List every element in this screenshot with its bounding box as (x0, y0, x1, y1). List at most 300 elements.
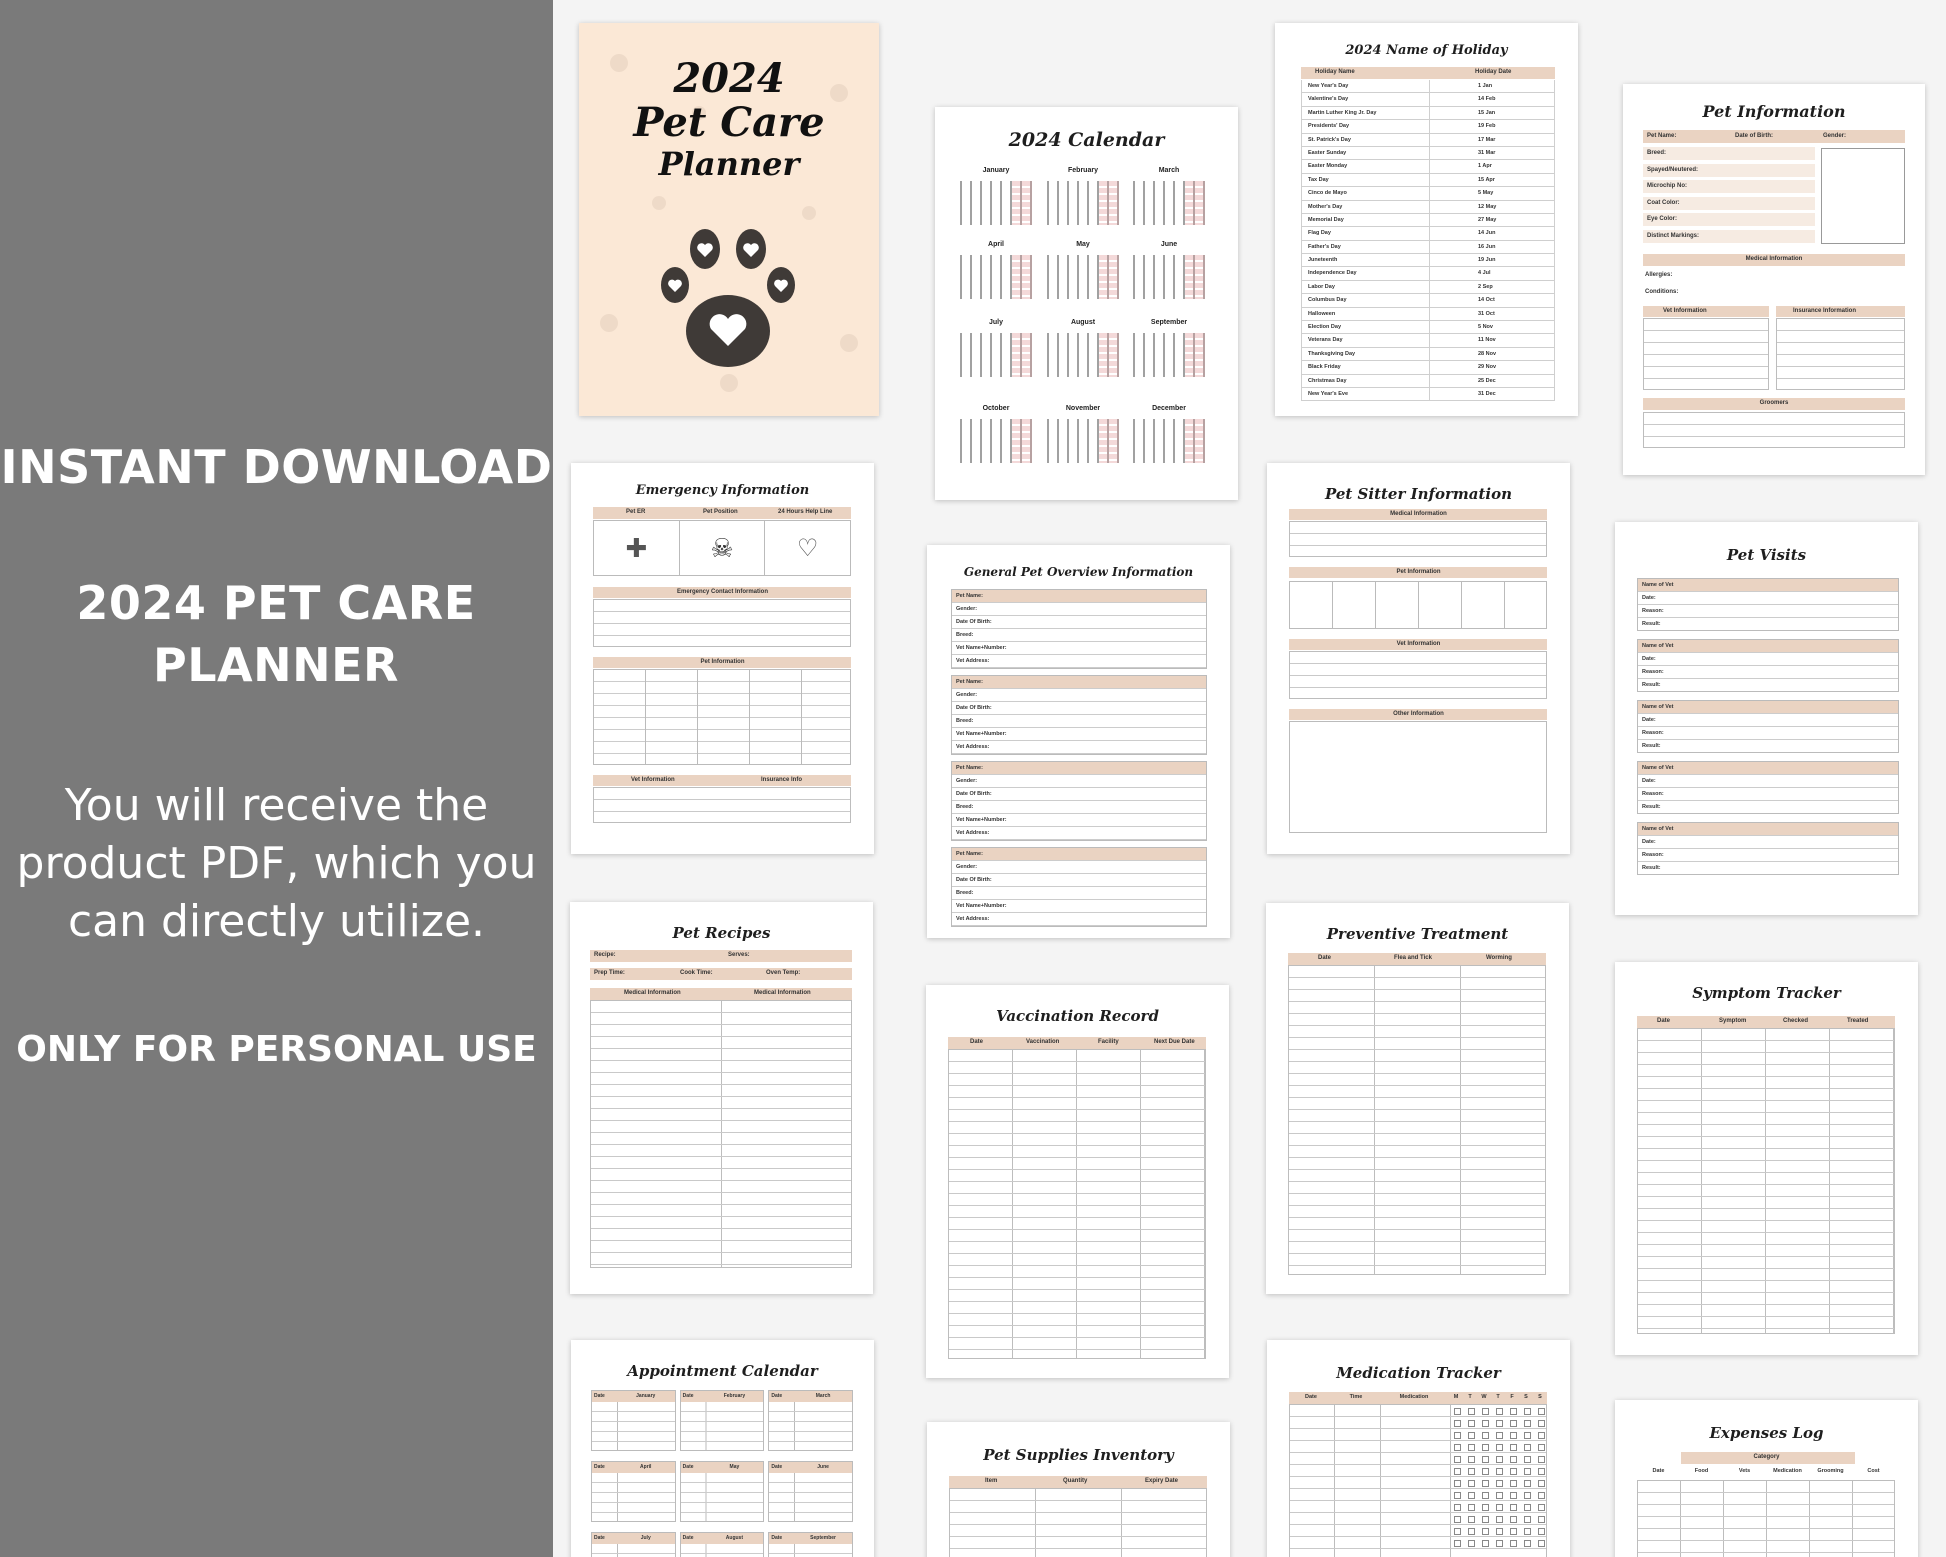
holiday-date: 31 Oct (1478, 310, 1495, 317)
prev-col-worming: Worming (1486, 955, 1512, 961)
holiday-row (1301, 93, 1555, 106)
holiday-row (1301, 227, 1555, 240)
appointment-month-header (592, 1533, 675, 1544)
recipe-field-bar-1 (590, 950, 852, 962)
holiday-date: 19 Jun (1478, 257, 1496, 264)
recipe-label: Recipe: (594, 952, 616, 958)
day-checkbox[interactable] (1538, 1504, 1545, 1511)
holidays-title: 2024 Name of Holiday (1345, 43, 1508, 58)
calendar-title: 2024 Calendar (1008, 129, 1165, 151)
overview-field (952, 715, 1206, 728)
vaccination-page (926, 985, 1229, 1378)
day-checkbox[interactable] (1496, 1504, 1503, 1511)
recipe-field-bar-2 (590, 968, 852, 980)
holiday-row (1301, 147, 1555, 160)
month-grid (1047, 255, 1119, 299)
day-checkbox[interactable] (1496, 1540, 1503, 1547)
visit-field (1638, 800, 1898, 813)
day-checkbox[interactable] (1496, 1516, 1503, 1523)
month-label: October (982, 405, 1010, 412)
day-checkbox[interactable] (1496, 1456, 1503, 1463)
holiday-name: Christmas Day (1308, 377, 1347, 384)
day-checkbox[interactable] (1468, 1432, 1475, 1439)
appointment-lines (592, 1544, 675, 1557)
overview-field (952, 900, 1206, 913)
holiday-date: 2 Sep (1478, 283, 1493, 290)
holiday-date: 16 Jun (1478, 243, 1496, 250)
overview-block (951, 589, 1207, 669)
day-checkbox[interactable] (1482, 1480, 1489, 1487)
medication-col-label: Date (1305, 1394, 1317, 1400)
sym-col-symptom: Symptom (1719, 1018, 1747, 1024)
day-checkbox[interactable] (1496, 1528, 1503, 1535)
holiday-divider (1429, 160, 1430, 172)
appointment-month (591, 1461, 676, 1522)
recipes-title: Pet Recipes (672, 924, 771, 942)
holiday-row (1301, 187, 1555, 200)
holiday-divider (1429, 361, 1430, 373)
day-checkbox[interactable] (1496, 1468, 1503, 1475)
month-grid (960, 255, 1032, 299)
day-checkbox[interactable] (1510, 1468, 1517, 1475)
appointment-quarter (591, 1532, 853, 1557)
calendar-page (935, 107, 1238, 500)
day-checkbox[interactable] (1496, 1432, 1503, 1439)
overview-field-label: Breed: (956, 804, 974, 810)
visit-field (1638, 835, 1898, 848)
medication-col-label: S (1538, 1394, 1542, 1400)
day-checkbox[interactable] (1496, 1444, 1503, 1451)
month-grid (960, 333, 1032, 377)
sitter-other-box (1289, 721, 1547, 833)
overview-field-label: Gender: (956, 864, 978, 870)
day-checkbox[interactable] (1454, 1456, 1461, 1463)
holiday-name: Columbus Day (1308, 297, 1347, 304)
holiday-name: Flag Day (1308, 230, 1331, 237)
appointment-date-label: Date (594, 1535, 605, 1541)
month-label: January (982, 167, 1010, 174)
day-checkbox[interactable] (1538, 1528, 1545, 1535)
recipe-col-2: Medical Information (754, 990, 811, 996)
day-checkbox[interactable] (1524, 1468, 1531, 1475)
day-checkbox[interactable] (1538, 1492, 1545, 1499)
pet-info-label: Microchip No: (1647, 183, 1687, 189)
holiday-row (1301, 160, 1555, 173)
visit-field (1638, 665, 1898, 678)
expense-col-label: Food (1694, 1468, 1709, 1474)
pet-info-row (1643, 164, 1815, 177)
month-label: June (1160, 241, 1178, 248)
pet-info-label: Coat Color: (1647, 199, 1680, 206)
visit-field-label: Reason: (1642, 669, 1664, 675)
visit-field-label: Reason: (1642, 730, 1664, 736)
holiday-date: 4 Jul (1478, 270, 1491, 277)
day-checkbox[interactable] (1538, 1480, 1545, 1487)
insurance-info-label: Insurance Information (1793, 308, 1857, 314)
day-checkbox[interactable] (1510, 1540, 1517, 1547)
appointment-month (768, 1461, 853, 1522)
cover-year: 2024 (673, 55, 785, 102)
day-checkbox[interactable] (1538, 1444, 1545, 1451)
vaccination-title: Vaccination Record (996, 1007, 1159, 1025)
day-checkbox[interactable] (1524, 1420, 1531, 1427)
holiday-row (1301, 388, 1555, 401)
overview-field (952, 827, 1206, 840)
pet-information-page (1623, 84, 1925, 475)
holiday-name: Easter Monday (1308, 163, 1348, 170)
vet-name-label: Name of Vet (1642, 582, 1674, 588)
holiday-date: 31 Mar (1478, 149, 1496, 156)
pet-info-label: Breed: (1647, 150, 1667, 156)
day-checkbox[interactable] (1510, 1480, 1517, 1487)
supplies-title: Pet Supplies Inventory (983, 1446, 1174, 1464)
month-grid (960, 181, 1032, 225)
sym-col-treated: Treated (1847, 1018, 1869, 1024)
visit-field (1638, 591, 1898, 604)
vet-ins-lines (593, 787, 851, 823)
overview-title: General Pet Overview Information (963, 565, 1194, 579)
day-checkbox[interactable] (1524, 1528, 1531, 1535)
vacc-col-next-due: Next Due Date (1154, 1039, 1195, 1045)
holiday-date: 27 May (1478, 216, 1497, 223)
day-checkbox[interactable] (1482, 1420, 1489, 1427)
vet-label: Vet Information (631, 777, 675, 783)
day-checkbox[interactable] (1538, 1540, 1545, 1547)
day-checkbox[interactable] (1454, 1528, 1461, 1535)
category-label: Category (1753, 1454, 1780, 1460)
holiday-row (1301, 80, 1555, 93)
day-checkbox[interactable] (1538, 1468, 1545, 1475)
visit-field (1638, 604, 1898, 617)
month-label: August (1070, 319, 1096, 326)
holiday-date: 15 Apr (1478, 176, 1495, 183)
pet-sitter-page (1267, 463, 1570, 854)
sup-col-expiry: Expiry Date (1145, 1478, 1179, 1484)
day-checkbox[interactable] (1482, 1504, 1489, 1511)
appointment-month (768, 1390, 853, 1451)
holiday-row (1301, 214, 1555, 227)
medication-col-label: M (1453, 1394, 1459, 1400)
symptom-lines (1637, 1028, 1895, 1334)
expenses-log-page (1615, 1400, 1918, 1557)
pet-info-row (1643, 197, 1815, 210)
appointment-grid (591, 1390, 853, 1557)
visits-title: Pet Visits (1726, 546, 1807, 564)
holiday-row (1301, 201, 1555, 214)
month-grid (1047, 181, 1119, 225)
overview-field (952, 913, 1206, 926)
day-checkbox[interactable] (1496, 1492, 1503, 1499)
pet-info-label: Pet Information (700, 659, 745, 665)
overview-field-label: Vet Name+Number: (956, 731, 1007, 737)
overview-field (952, 861, 1206, 874)
sitter-vet-lines (1289, 651, 1547, 699)
day-checkbox[interactable] (1468, 1408, 1475, 1415)
skull-crossbones-icon: ☠ (710, 532, 734, 563)
day-checkbox[interactable] (1468, 1420, 1475, 1427)
cover-title-line2: Planner (658, 145, 800, 183)
overview-field-label: Vet Address: (956, 830, 990, 836)
emergency-icon-boxes (593, 520, 851, 576)
holiday-divider (1429, 80, 1430, 92)
planner-page-gallery (553, 0, 1946, 1557)
expense-col-label: Medication (1773, 1468, 1802, 1474)
day-checkbox[interactable] (1510, 1516, 1517, 1523)
day-checkbox[interactable] (1482, 1408, 1489, 1415)
appointment-date-label: Date (682, 1535, 694, 1541)
day-checkbox[interactable] (1482, 1468, 1489, 1475)
appointment-month (680, 1390, 765, 1451)
sym-col-date: Date (1657, 1018, 1671, 1024)
holiday-row (1301, 120, 1555, 133)
day-checkbox[interactable] (1524, 1540, 1531, 1547)
expense-col-label: Grooming (1817, 1468, 1844, 1474)
overview-blocks (951, 589, 1207, 933)
appointment-month (591, 1532, 676, 1557)
overview-field-label: Pet Name: (956, 679, 983, 685)
appointment-month (680, 1461, 765, 1522)
day-checkbox[interactable] (1468, 1492, 1475, 1499)
day-checkbox[interactable] (1482, 1528, 1489, 1535)
day-checkbox[interactable] (1454, 1468, 1461, 1475)
day-checkbox[interactable] (1468, 1444, 1475, 1451)
visit-field-label: Result: (1642, 804, 1661, 810)
visit-field (1638, 787, 1898, 800)
overview-field (952, 741, 1206, 754)
overview-field-label: Gender: (956, 606, 978, 612)
visit-header (1638, 579, 1898, 591)
day-checkbox[interactable] (1482, 1540, 1489, 1547)
medication-columns (1289, 1394, 1547, 1404)
medication-tracker-page (1267, 1340, 1570, 1557)
day-checkbox[interactable] (1454, 1492, 1461, 1499)
overview-field-label: Pet Name: (956, 593, 983, 599)
month-label: April (988, 241, 1004, 248)
holiday-date: 5 May (1478, 190, 1494, 197)
holiday-name: Juneteenth (1308, 257, 1338, 264)
sup-col-item: Item (985, 1478, 998, 1484)
overview-field-label: Vet Address: (956, 916, 990, 922)
day-checkbox[interactable] (1454, 1408, 1461, 1415)
holiday-divider (1429, 201, 1430, 213)
holiday-name: Memorial Day (1308, 216, 1344, 223)
holiday-divider (1429, 348, 1430, 360)
month-label: July (988, 319, 1003, 326)
month-label: March (1158, 167, 1180, 174)
holiday-divider (1429, 321, 1430, 333)
pet-name-row (1643, 130, 1905, 143)
day-checkbox[interactable] (1538, 1408, 1545, 1415)
day-checkbox[interactable] (1482, 1456, 1489, 1463)
overview-field-label: Date Of Birth: (956, 791, 992, 797)
holiday-date: 19 Feb (1478, 123, 1496, 130)
symptom-tracker-page (1615, 962, 1918, 1355)
overview-field (952, 616, 1206, 629)
preventive-title: Preventive Treatment (1326, 925, 1509, 943)
day-checkbox[interactable] (1524, 1456, 1531, 1463)
day-checkbox[interactable] (1510, 1432, 1517, 1439)
appointment-date-label: Date (771, 1393, 783, 1399)
visit-field-label: Date: (1642, 717, 1656, 723)
insurance-lines (1776, 318, 1905, 390)
pet-info-label: Distinct Markings: (1647, 232, 1700, 239)
holiday-divider (1429, 147, 1430, 159)
day-checkbox[interactable] (1454, 1444, 1461, 1451)
medication-col-label: F (1510, 1394, 1514, 1400)
day-checkbox[interactable] (1538, 1432, 1545, 1439)
holiday-name: Thanksgiving Day (1308, 350, 1356, 357)
pet-info-row (1643, 147, 1815, 160)
day-checkbox[interactable] (1510, 1504, 1517, 1511)
expense-col-label: Vets (1738, 1468, 1751, 1474)
day-checkbox[interactable] (1524, 1516, 1531, 1523)
holiday-date: 1 Apr (1478, 163, 1492, 170)
holiday-date: 12 May (1478, 203, 1497, 210)
sitter-pet-label: Pet Information (1396, 569, 1441, 575)
cook-time-label: Cook Time: (680, 970, 713, 976)
overview-field-label: Date Of Birth: (956, 705, 992, 711)
vacc-col-date: Date (970, 1039, 984, 1045)
sitter-other-label: Other Information (1393, 711, 1444, 717)
appointment-month-header (769, 1533, 852, 1544)
visit-field (1638, 774, 1898, 787)
sitter-vet-label: Vet Information (1396, 641, 1441, 647)
holiday-divider (1429, 107, 1430, 119)
holiday-divider (1429, 334, 1430, 346)
pet-table (593, 669, 851, 765)
day-checkbox[interactable] (1510, 1420, 1517, 1427)
visit-header (1638, 823, 1898, 835)
holiday-name: Presidents' Day (1308, 123, 1350, 130)
emergency-info-page (571, 463, 874, 854)
left-info-panel (0, 0, 553, 1557)
appointment-month-label: April (640, 1464, 652, 1470)
day-checkbox[interactable] (1482, 1444, 1489, 1451)
overview-block (951, 847, 1207, 927)
day-checkbox[interactable] (1482, 1492, 1489, 1499)
day-checkbox[interactable] (1468, 1504, 1475, 1511)
day-checkbox[interactable] (1468, 1468, 1475, 1475)
appointment-lines (769, 1473, 852, 1521)
expenses-lines (1637, 1480, 1895, 1557)
day-checkbox[interactable] (1524, 1492, 1531, 1499)
month-grid (1133, 419, 1205, 463)
day-checkbox[interactable] (1468, 1540, 1475, 1547)
day-checkbox[interactable] (1496, 1408, 1503, 1415)
medication-col-label: T (1468, 1394, 1472, 1400)
day-checkbox[interactable] (1524, 1432, 1531, 1439)
pet-recipes-page (570, 902, 873, 1294)
holiday-name: Election Day (1308, 324, 1342, 331)
day-checkbox[interactable] (1468, 1480, 1475, 1487)
appointment-month-header (769, 1391, 852, 1402)
oven-temp-label: Oven Temp: (766, 970, 801, 976)
month-label: May (1076, 241, 1090, 248)
day-checkbox[interactable] (1468, 1528, 1475, 1535)
holiday-name: Easter Sunday (1308, 149, 1347, 156)
day-checkbox[interactable] (1538, 1456, 1545, 1463)
vacc-col-facility: Facility (1098, 1039, 1119, 1045)
holiday-date: 11 Nov (1478, 337, 1496, 344)
visit-field-label: Reason: (1642, 791, 1664, 797)
vacc-col-vaccination: Vaccination (1026, 1039, 1060, 1045)
day-checkbox[interactable] (1510, 1408, 1517, 1415)
day-checkbox[interactable] (1538, 1420, 1545, 1427)
day-checkbox[interactable] (1482, 1432, 1489, 1439)
holiday-divider (1429, 241, 1430, 253)
visit-field (1638, 617, 1898, 630)
vet-name-label: Name of Vet (1642, 826, 1674, 832)
day-checkbox[interactable] (1482, 1516, 1489, 1523)
day-checkbox[interactable] (1510, 1528, 1517, 1535)
overview-field (952, 874, 1206, 887)
holiday-divider (1429, 308, 1430, 320)
overview-field-label: Gender: (956, 778, 978, 784)
holiday-name: Black Friday (1308, 364, 1341, 371)
helping-hands-icon: ♡ (796, 534, 819, 562)
personal-use-note: ONLY FOR PERSONAL USE (16, 1029, 537, 1070)
medication-col-label: S (1524, 1394, 1528, 1400)
day-checkbox[interactable] (1524, 1480, 1531, 1487)
vet-info-label: Vet Information (1663, 308, 1707, 314)
visit-field (1638, 739, 1898, 752)
day-checkbox[interactable] (1538, 1516, 1545, 1523)
day-checkbox[interactable] (1510, 1492, 1517, 1499)
day-checkbox[interactable] (1524, 1504, 1531, 1511)
appointment-date-label: Date (682, 1393, 694, 1399)
day-checkbox[interactable] (1524, 1408, 1531, 1415)
day-checkbox[interactable] (1454, 1516, 1461, 1523)
appointment-date-label: Date (594, 1464, 605, 1470)
pet-info-label: Eye Color: (1647, 216, 1678, 222)
pet-photo-placeholder (1821, 148, 1905, 244)
day-checkbox[interactable] (1524, 1444, 1531, 1451)
day-checkbox[interactable] (1454, 1432, 1461, 1439)
overview-field (952, 603, 1206, 616)
col-holiday-name: Holiday Name (1315, 69, 1355, 75)
sup-col-quantity: Quantity (1063, 1478, 1088, 1484)
visit-block (1637, 700, 1899, 753)
overview-field-label: Vet Name+Number: (956, 817, 1007, 823)
day-checkbox[interactable] (1496, 1480, 1503, 1487)
month-label: February (1068, 167, 1098, 174)
day-checkbox[interactable] (1454, 1504, 1461, 1511)
expense-col-label: Cost (1867, 1468, 1880, 1474)
appointment-month-label: January (636, 1393, 656, 1399)
day-checkbox[interactable] (1510, 1456, 1517, 1463)
appointment-month-label: August (725, 1535, 744, 1541)
holiday-divider (1429, 134, 1430, 146)
preventive-page (1266, 903, 1569, 1294)
vaccination-lines (948, 1049, 1206, 1359)
day-checkbox[interactable] (1454, 1480, 1461, 1487)
holiday-row (1301, 107, 1555, 120)
day-checkbox[interactable] (1510, 1444, 1517, 1451)
day-checkbox[interactable] (1468, 1516, 1475, 1523)
day-checkbox[interactable] (1496, 1420, 1503, 1427)
overview-field-label: Date Of Birth: (956, 619, 992, 625)
day-checkbox[interactable] (1454, 1420, 1461, 1427)
day-checkbox[interactable] (1468, 1456, 1475, 1463)
overview-field-label: Vet Address: (956, 658, 990, 664)
medication-col-label: Medication (1399, 1394, 1429, 1400)
day-checkbox[interactable] (1454, 1540, 1461, 1547)
overview-field-label: Breed: (956, 632, 974, 638)
holiday-date: 14 Oct (1478, 297, 1495, 304)
pet-visits-page (1615, 522, 1918, 915)
medication-col-label: W (1481, 1394, 1487, 1400)
pet-info-row (1643, 180, 1815, 193)
